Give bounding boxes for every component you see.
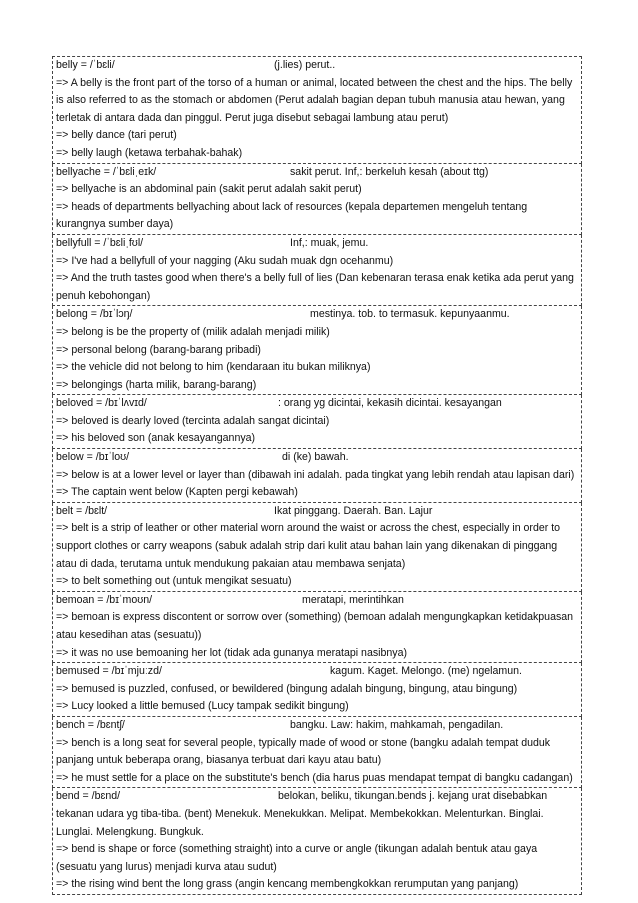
gloss: kagum. Kaget. Melongo. (me) ngelamun. — [330, 665, 522, 678]
headword: bellyache = /ˈbɛliˌeɪk/ — [56, 165, 157, 178]
headword: bench = /bɛntʃ/ — [56, 718, 125, 731]
entry-line: => bellyache is an abdominal pain (sakit perut adalah sakit perut) — [56, 183, 362, 196]
entry-head — [56, 57, 578, 75]
headword: bend = /bɛnd/ — [56, 790, 121, 803]
entry-head — [56, 449, 578, 467]
gloss: sakit perut. Inf,: berkeluh kesah (about ttg) — [290, 165, 489, 178]
entry-line: => A belly is the front part of the torso of a human or animal, located between the chest and the hips. The belly is also referred to as the stomach or abdomen (Perut adalah bagian depan tubuh manusia atau hewan, yang terletak di antara dada dan pinggul. Perut juga disebut sebagai lambung atau perut) — [56, 76, 573, 124]
entry-belt — [52, 503, 582, 592]
entry-line: => beloved is dearly loved (tercinta adalah sangat dicintai) — [56, 414, 330, 427]
gloss: : orang yg dicintai, kekasih dicintai. kesayangan — [278, 397, 502, 410]
entry-line: => Lucy looked a little bemused (Lucy tampak sedikit bingung) — [56, 700, 349, 713]
headword: beloved = /bɪˈlʌvɪd/ — [56, 397, 147, 410]
entry-head — [56, 235, 578, 253]
entry-beloved — [52, 395, 582, 449]
entry-below — [52, 449, 582, 503]
entry-line: => belong is be the property of (milik adalah menjadi milik) — [56, 325, 330, 338]
entry-line: => the rising wind bent the long grass (angin kencang membengkokkan rerumputan yang panjang) — [56, 878, 519, 891]
entry-bellyfull — [52, 235, 582, 306]
headword: bemoan = /bɪˈmoʊn/ — [56, 593, 153, 606]
entry-bellyache — [52, 164, 582, 235]
headword: belt = /bɛlt/ — [56, 504, 108, 517]
entry-line: => heads of departments bellyaching about lack of resources (kepala departemen mengeluh tentang kurangnya sumber daya) — [56, 200, 528, 231]
entry-line: => bench is a long seat for several people, typically made of wood or stone (bangku adalah tempat duduk panjang untuk beberapa orang, biasanya terbuat dari kayu atau batu) — [56, 736, 551, 767]
entry-head — [56, 592, 578, 610]
entry-line: => bemoan is express discontent or sorrow over (something) (bemoan adalah mengungkapkan ketidakpuasan atau kesedihan atas (sesuatu)) — [56, 611, 574, 641]
headword: bemused = /bɪˈmjuːzd/ — [56, 665, 162, 678]
entry-line: => to belt something out (untuk mengikat sesuatu) — [56, 575, 292, 588]
entry-bend — [52, 788, 582, 895]
entry-line: => belly dance (tari perut) — [56, 129, 177, 142]
entry-line: => he must settle for a place on the substitute's bench (dia harus puas mendapat tempat di bangku cadangan) — [56, 771, 573, 784]
headword: bellyfull = /ˈbɛliˌfʊl/ — [56, 236, 144, 249]
entry-line: => belt is a strip of leather or other material worn around the waist or across the chest, especially in order to support clothes or carry weapons (sabuk adalah strip dari kulit atau bahan lain yang dikenakan di pinggang atau di dada, terutama untuk mendukung pakaian atau membawa senjata) — [56, 522, 561, 570]
entry-line: => belly laugh (ketawa terbahak-bahak) — [56, 146, 243, 159]
entry-line: => bend is shape or force (something straight) into a curve or angle (tikungan adalah bentuk atau gaya (sesuatu yang lurus) menjadi kurva atau sudut) — [56, 843, 538, 873]
entry-head — [56, 663, 578, 681]
gloss: Ikat pinggang. Daerah. Ban. Lajur — [274, 504, 433, 517]
entry-head — [56, 164, 578, 182]
gloss: Inf,: muak, jemu. — [290, 236, 369, 249]
entry-line: => And the truth tastes good when there's a belly full of lies (Dan kebenaran terasa enak ketika ada perut yang penuh kebohongan) — [56, 272, 574, 302]
entry-line: => The captain went below (Kapten pergi kebawah) — [56, 486, 298, 499]
entry-line: => below is at a lower level or layer than (dibawah ini adalah. pada tingkat yang lebih rendah atau lapisan dari) — [56, 468, 575, 481]
gloss: bangku. Law: hakim, mahkamah, pengadilan. — [290, 718, 504, 731]
entry-belly — [52, 56, 582, 164]
dictionary-page — [52, 56, 582, 895]
entry-head — [56, 717, 578, 735]
headword: belong = /bɪˈlɔŋ/ — [56, 308, 133, 321]
entry-line: => belongings (harta milik, barang-barang) — [56, 378, 257, 391]
entry-line: => bemused is puzzled, confused, or bewildered (bingung adalah bingung, bingung, atau bingung) — [56, 682, 518, 695]
entry-bemused — [52, 663, 582, 717]
entry-bench — [52, 717, 582, 788]
entry-head — [56, 395, 578, 413]
entry-bemoan — [52, 592, 582, 663]
entry-line: => personal belong (barang-barang pribadi) — [56, 343, 261, 356]
gloss: di (ke) bawah. — [282, 451, 349, 464]
entry-head — [56, 503, 578, 521]
headword: below = /bɪˈloʊ/ — [56, 451, 130, 464]
entry-head — [56, 306, 578, 324]
gloss: mestinya. tob. to termasuk. kepunyaanmu. — [310, 308, 510, 321]
gloss: belokan, beliku, tikungan.bends j. kejang urat disebabkan — [278, 790, 548, 803]
entry-line: => I've had a bellyfull of your nagging (Aku sudah muak dgn ocehanmu) — [56, 254, 394, 267]
entry-line: => the vehicle did not belong to him (kendaraan itu bukan miliknya) — [56, 361, 371, 374]
gloss: (j.lies) perut.. — [274, 59, 336, 71]
entry-head — [56, 788, 578, 806]
entry-line: tekanan udara yg tiba-tiba. (bent) Menekuk. Menekukkan. Melipat. Membekokkan. Melenturkan. Binglai. Lunglai. Melengkung. Bungkuk. — [56, 807, 544, 838]
entry-belong — [52, 306, 582, 395]
entry-line: => it was no use bemoaning her lot (tidak ada gunanya meratapi nasibnya) — [56, 646, 407, 659]
entry-line: => his beloved son (anak kesayangannya) — [56, 432, 256, 445]
gloss: meratapi, merintihkan — [302, 593, 404, 606]
headword: belly = /ˈbɛli/ — [56, 59, 115, 71]
